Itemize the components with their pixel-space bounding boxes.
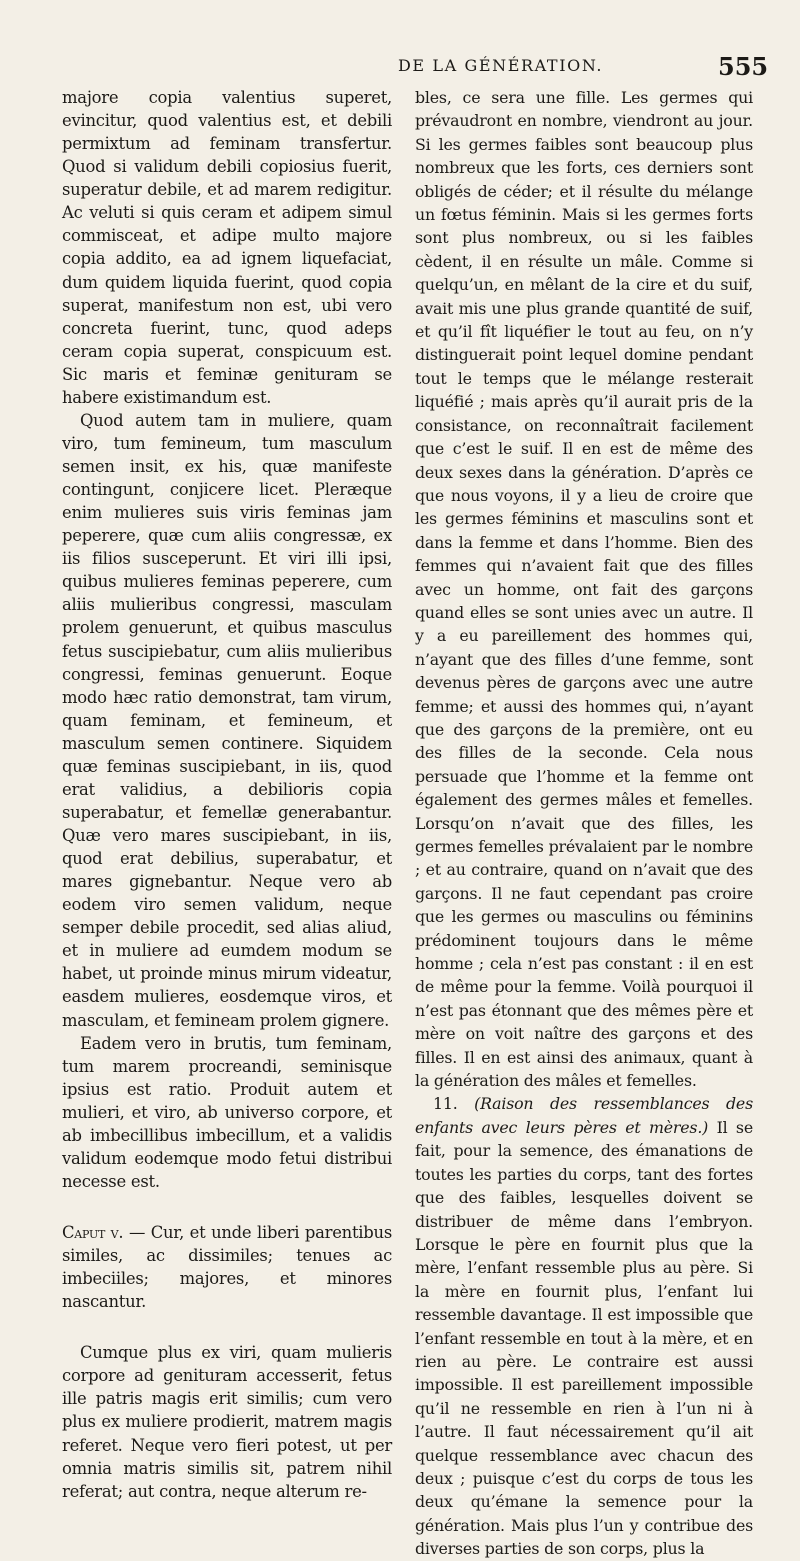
french-paragraph — [415, 1092, 753, 1560]
section-title: (Raison des ressemblances des enfants avec leurs pères et mères.) — [415, 1094, 753, 1137]
latin-paragraph: Cumque plus ex viri, quam mulieris corpore ad genituram accesserit, fetus ille patris magis erit similis; cum vero plus ex muliere prodierit, matrem magis referet. Neque vero fieri potest, ut per omnia matris similis sit, patrem nihil referat; aut contra, neque alterum re- — [62, 1343, 392, 1501]
running-head: DE LA GÉNÉRATION. — [398, 56, 604, 75]
page-header — [0, 52, 800, 82]
french-column — [415, 86, 753, 1559]
latin-column — [62, 86, 392, 1501]
section-number: 11. — [433, 1094, 458, 1114]
chapter-summary: — Cur, et unde liberi parentibus similes, ac dissimiles; tenues ac imbeciiles; majores, et minores nascantur. — [62, 1223, 392, 1312]
page-number: 555 — [718, 52, 769, 81]
section-body: Il se fait, pour la semence, des émanations de toutes les parties du corps, tant des fortes que des faibles, lesquelles doivent se distribuer de même dans l’embryon. Lorsque le père en fournit plus que la mère, l’enfant ressemble plus au père. Si la mère en fournit plus, l’enfant lui ressemble davantage. Il est impossible que l’enfant ressemble en tout à la mère, et en rien au père. Le contraire est aussi impossible. Il est pareillement impossible qu’il ne ressemble en rien à l’un ni à l’autre. Il faut nécessairement qu’il ait quelque ressemblance avec chacun des deux ; puisque c’est du corps de tous les deux qu’émane la semence pour la génération. Mais plus l’un y contribue des diverses parties de son corps, plus la — [415, 1117, 753, 1559]
latin-paragraph: Quod autem tam in muliere, quam viro, tum femineum, tum masculum semen insit, ex his, quæ manifeste contingunt, conjicere licet. Pleræque enim mulieres suis viris feminas jam peperere, quæ cum aliis congressæ, ex iis filios susceperunt. Et viri illi ipsi, quibus mulieres feminas peperere, cum aliis mulieribus congressi, masculam prolem genuerunt, et quibus masculus fetus suscipiebatur, cum aliis mulieribus congressi, feminas genuerunt. Eoque modo hæc ratio demonstrat, tam virum, quam feminam, et femineum, et masculum semen continere. Siquidem quæ feminas suscipiebant, in iis, quod erat validius, a debilioris copia superabatur, et femellæ generabantur. Quæ vero mares suscipiebant, in iis, quod erat debilius, superabatur, et mares gignebantur. Neque vero ab eodem viro semen validum, neque semper debile procedit, sed alias aliud, et in muliere ad eumdem modum se habet, ut proinde minus mirum videatur, easdem mulieres, eosdemque viros, et masculam, et femineam prolem gignere. — [62, 410, 392, 1030]
chapter-heading — [62, 1221, 392, 1313]
latin-paragraph: Eadem vero in brutis, tum feminam, tum marem procreandi, seminisque ipsius est ratio. Produit autem et mulieri, et viro, ab universo corpore, et ab imbecillibus imbecillum, et a validis validum eodemque modo fetui distribui necesse est. — [62, 1033, 392, 1191]
french-paragraph: bles, ce sera une fille. Les germes qui prévaudront en nombre, viendront au jour. Si les germes faibles sont beaucoup plus nombreux que les forts, ces derniers sont obligés de céder; et il résulte du mélange un fœtus féminin. Mais si les germes forts sont plus nombreux, ou si les faibles cèdent, il en résulte un mâle. Comme si quelqu’un, en mêlant de la cire et du suif, avait mis une plus grande quantité de suif, et qu’il fît liquéfier le tout au feu, on n’y distinguerait point lequel domine pendant tout le temps que le mélange resterait liquéfié ; mais après qu’il aurait pris de la consistance, on reconnaîtrait facilement que c’est le suif. Il en est de même des deux sexes dans la génération. D’après ce que nous voyons, il y a lieu de croire que les germes féminins et masculins sont et dans la femme et dans l’homme. Bien des femmes qui n’avaient fait que des filles avec un homme, ont fait des garçons quand elles se sont unies avec un autre. Il y a eu pareillement des hommes qui, n’ayant que des filles d’une femme, sont devenus pères de garçons avec une autre femme; et aussi des hommes qui, n’ayant que des garçons de la première, ont eu des filles de la seconde. Cela nous persuade que l’homme et la femme ont également des germes mâles et femelles. Lorsqu’on n’avait que des filles, les germes femelles prévalaient par le nombre ; et au contraire, quand on n’avait que des garçons. Il ne faut cependant pas croire que les germes ou masculins ou féminins prédominent toujours dans le même homme ; cela n’est pas constant : il en est de même pour la femme. Voilà pourquoi il n’est pas étonnant que des mêmes père et mère on voit naître des garçons et des filles. Il en est ainsi des animaux, quant à la génération des mâles et femelles. — [415, 88, 753, 1091]
latin-paragraph: majore copia valentius superet, evincitur, quod valentius est, et debili permixtum ad feminam transfertur. Quod si validum debili copiosius fuerit, superatur debile, et ad marem redigitur. Ac veluti si quis ceram et adipem simul commisceat, et adipe multo majore copia addito, ea ad ignem liquefaciat, dum quidem liquida fuerint, quod copia superat, manifestum non est, ubi vero concreta fuerint, tunc, quod adeps ceram copia superat, conspicuum est. Sic maris et feminæ genituram se habere existimandum est. — [62, 88, 392, 407]
chapter-label: Caput v. — [62, 1223, 124, 1242]
